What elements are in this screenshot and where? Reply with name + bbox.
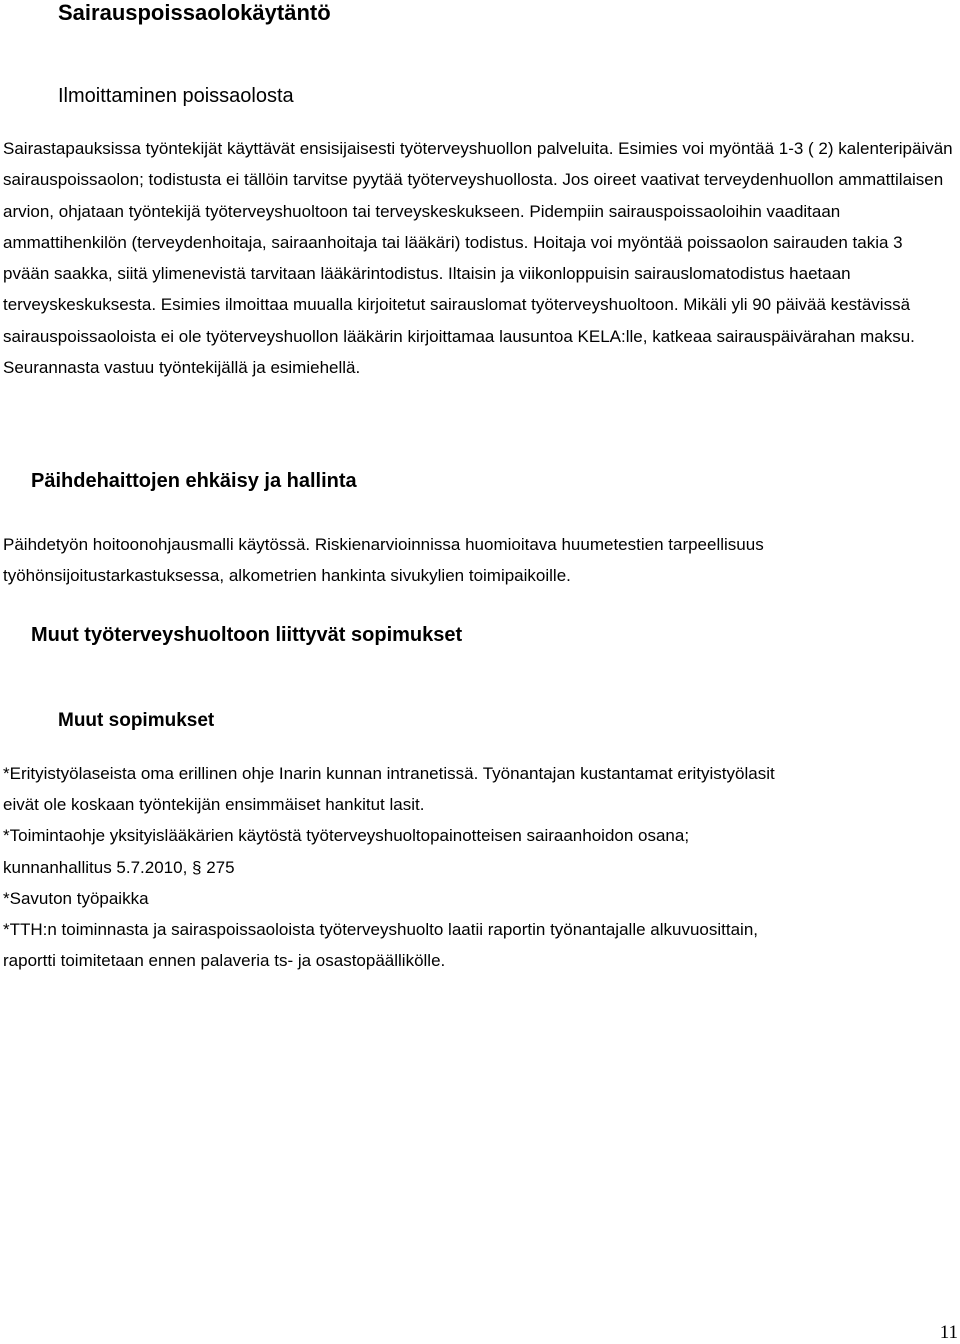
page-title: Sairauspoissaolokäytäntö	[58, 0, 331, 25]
paragraph-sick-leave: Sairastapauksissa työntekijät käyttävät ensisijaisesti työterveyshuollon palveluita. Esimies voi myöntää 1-3 ( 2) kalenteripäivän sairauspoissaolon; todistusta ei tällöin tarvitse pyytää työterveyshuollosta. Jos oireet vaativat terveydenhuollon ammattilaisen arvion, ohjataan työntekijä työterveyshuoltoon tai terveyskeskukseen. Pidempiin sairauspoissaoloihin vaaditaan ammattihenkilön (terveydenhoitaja, sairaanhoitaja tai lääkäri) todistus. Hoitaja voi myöntää poissaolon sairauden takia 3 pvään saakka, siitä ylimenevistä tarvitaan lääkärintodistus. Iltaisin ja viikonloppuisin sairauslomatodistus haetaan terveyskeskuksesta. Esimies ilmoittaa muualla kirjoitetut sairauslomat työterveyshuoltoon. Mikäli yli 90 päivää kestävissä sairauspoissaoloista ei ole työterveyshuollon lääkärin kirjoittamaa lausuntoa KELA:lle, katkeaa sairauspäivärahan maksu. Seurannasta vastuu työntekijällä ja esimiehellä.	[3, 139, 953, 378]
list-line: eivät ole koskaan työntekijän ensimmäiset hankitut lasit.	[3, 795, 425, 815]
heading-other-agreements: Muut työterveyshuoltoon liittyvät sopimukset	[31, 624, 463, 646]
list-line: *Toimintaohje yksityislääkärien käytöstä työterveyshuoltopainotteisen sairaanhoidon osana;	[3, 826, 690, 846]
heading-substance-abuse: Päihdehaittojen ehkäisy ja hallinta	[31, 470, 357, 492]
section-subtitle: Ilmoittaminen poissaolosta	[58, 85, 294, 107]
agreements-list	[3, 758, 953, 976]
page-number: 11	[939, 1322, 958, 1343]
paragraph-substance-abuse: Päihdetyön hoitoonohjausmalli käytössä. Riskienarvioinnissa huomioitava huumetestien tarpeellisuus työhönsijoitustarkastuksessa, alkometrien hankinta sivukylien toimipaikoille.	[3, 535, 764, 586]
list-line: *TTH:n toiminnasta ja sairaspoissaoloista työterveyshuolto laatii raportin työnantajalle alkuvuosittain,	[3, 920, 758, 940]
list-line: *Erityistyölaseista oma erillinen ohje Inarin kunnan intranetissä. Työnantajan kustantamat erityistyölasit	[3, 764, 775, 783]
subheading-other-agreements: Muut sopimukset	[58, 710, 215, 731]
list-line: kunnanhallitus 5.7.2010, § 275	[3, 857, 235, 877]
list-line: raportti toimitetaan ennen palaveria ts- ja osastopäällikölle.	[3, 951, 446, 971]
list-line: *Savuton työpaikka	[3, 888, 149, 908]
